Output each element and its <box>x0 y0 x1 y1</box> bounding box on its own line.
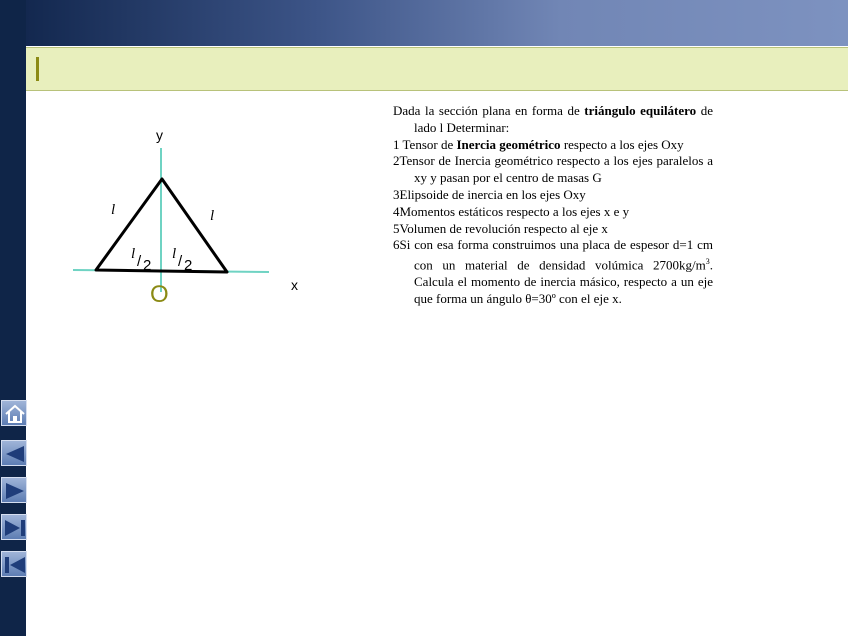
item6-text-b: . Calcula el momento de inercia másico, respecto a un eje que forma un ángulo θ=30º con el eje x. <box>414 257 713 307</box>
half-right-den: 2 <box>184 257 193 274</box>
item1-text-b: respecto a los ejes Oxy <box>560 136 684 152</box>
forward-icon <box>2 478 28 504</box>
triangle-diagram <box>26 96 326 306</box>
item1-text-bold: Inercia geométrico <box>456 136 561 152</box>
last-icon <box>2 515 28 541</box>
item6-superscript: 3 <box>705 257 710 267</box>
half-left-sep: / <box>137 253 142 270</box>
problem-intro <box>393 103 713 137</box>
half-left-den: 2 <box>143 257 152 274</box>
top-banner <box>26 0 848 46</box>
y-axis-label: y <box>156 127 163 143</box>
back-button[interactable] <box>1 440 27 466</box>
item6-text-a: 6Si con esa forma construimos una placa de espesor d=1 cm con un material de densidad volúmica 2700kg/m <box>393 237 713 273</box>
home-icon <box>2 401 28 427</box>
last-slide-button[interactable] <box>1 514 27 540</box>
title-text-cursor <box>36 57 39 81</box>
problem-item-2: 2Tensor de Inercia geométrico respecto a los ejes paralelos a xy y pasan por el centro de masas G <box>393 153 713 186</box>
x-axis-label: x <box>291 277 298 293</box>
intro-text-b: de lado l Determinar: <box>414 103 713 135</box>
first-icon <box>2 552 28 578</box>
problem-item-1 <box>393 137 713 154</box>
side-left-label: l <box>111 202 116 218</box>
forward-button[interactable] <box>1 477 27 503</box>
half-right-sep: / <box>178 253 183 270</box>
intro-text-a: Dada la sección plana en forma de <box>393 103 585 118</box>
problem-item-3: 3Elipsoide de inercia en los ejes Oxy <box>393 186 586 202</box>
side-right-label: l <box>210 208 215 224</box>
half-right-num: l <box>172 246 177 262</box>
home-button[interactable] <box>1 400 27 426</box>
intro-text-bold: triángulo equilátero <box>584 103 697 118</box>
problem-item-6 <box>393 237 713 308</box>
problem-statement <box>393 103 713 308</box>
first-slide-button[interactable] <box>1 551 27 577</box>
back-icon <box>2 441 28 467</box>
half-left-num: l <box>131 246 136 262</box>
origin-label: O <box>150 281 169 306</box>
problem-item-5: 5Volumen de revolución respecto al eje x <box>393 220 608 236</box>
problem-item-4: 4Momentos estáticos respecto a los ejes x e y <box>393 203 630 219</box>
title-bar <box>26 47 848 91</box>
item1-text-a: 1 Tensor de <box>393 136 457 152</box>
